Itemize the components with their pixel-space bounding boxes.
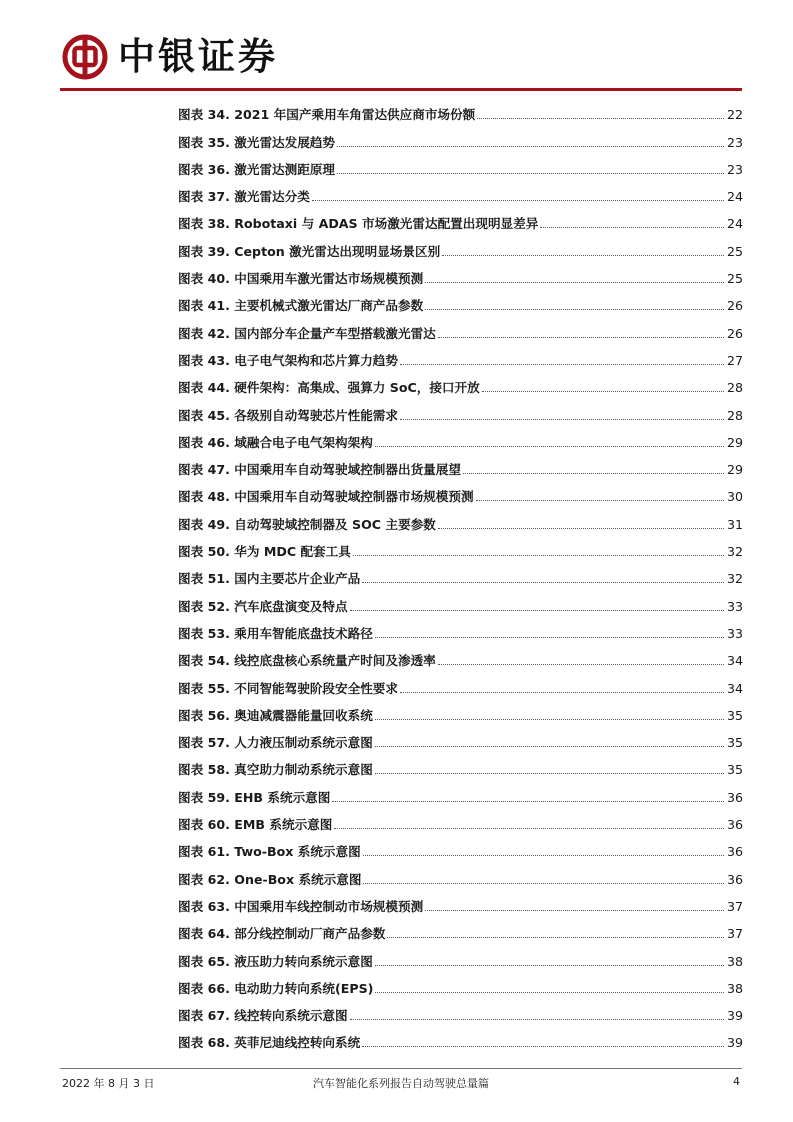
table-of-figures xyxy=(178,96,743,1051)
toc-entry[interactable] xyxy=(178,1024,743,1051)
toc-dot-leader xyxy=(375,746,724,747)
toc-entry-label[interactable]: 图表 59. EHB 系统示意图 xyxy=(178,789,331,805)
toc-entry[interactable] xyxy=(178,669,743,696)
toc-entry[interactable] xyxy=(178,806,743,833)
toc-dot-leader xyxy=(375,637,724,638)
toc-entry-page[interactable]: 38 xyxy=(726,953,743,969)
toc-dot-leader xyxy=(463,473,724,474)
toc-entry-page[interactable]: 37 xyxy=(726,926,743,942)
toc-entry-page[interactable]: 28 xyxy=(726,407,743,423)
toc-entry[interactable] xyxy=(178,396,743,423)
toc-entry-page[interactable]: 33 xyxy=(726,625,743,641)
toc-dot-leader xyxy=(477,118,724,119)
toc-dot-leader xyxy=(400,364,724,365)
brand-name: 中银证券 xyxy=(118,35,278,78)
toc-entry[interactable] xyxy=(178,860,743,887)
toc-entry-label[interactable]: 图表 36. 激光雷达测距原理 xyxy=(178,161,336,177)
toc-entry[interactable] xyxy=(178,424,743,451)
toc-entry[interactable] xyxy=(178,915,743,942)
toc-entry-page[interactable]: 34 xyxy=(726,680,743,696)
toc-entry-label[interactable]: 图表 40. 中国乘用车激光雷达市场规模预测 xyxy=(178,271,424,287)
toc-dot-leader xyxy=(438,337,724,338)
toc-entry-label[interactable]: 图表 66. 电动助力转向系统(EPS) xyxy=(178,980,374,996)
toc-entry[interactable] xyxy=(178,888,743,915)
toc-entry-page[interactable]: 25 xyxy=(726,271,743,287)
toc-entry-label[interactable]: 图表 65. 液压助力转向系统示意图 xyxy=(178,953,373,969)
toc-entry-page[interactable]: 38 xyxy=(726,980,743,996)
toc-dot-leader xyxy=(400,692,724,693)
toc-entry[interactable] xyxy=(178,287,743,314)
toc-dot-leader xyxy=(387,937,724,938)
footer-page-number: 4 xyxy=(733,1075,740,1088)
toc-dot-leader xyxy=(375,719,724,720)
toc-entry[interactable] xyxy=(178,151,743,178)
toc-dot-leader xyxy=(375,773,724,774)
toc-entry-label[interactable]: 图表 49. 自动驾驶域控制器及 SOC 主要参数 xyxy=(178,516,436,532)
toc-dot-leader xyxy=(353,555,724,556)
toc-entry-page[interactable]: 36 xyxy=(726,817,743,833)
toc-entry-label[interactable]: 图表 54. 线控底盘核心系统量产时间及渗透率 xyxy=(178,653,436,669)
toc-entry-page[interactable]: 36 xyxy=(726,844,743,860)
toc-entry-label[interactable]: 图表 34. 2021 年国产乘用车角雷达供应商市场份额 xyxy=(178,107,476,123)
toc-entry[interactable] xyxy=(178,615,743,642)
toc-entry[interactable] xyxy=(178,642,743,669)
toc-entry-label[interactable]: 图表 47. 中国乘用车自动驾驶域控制器出货量展望 xyxy=(178,462,461,478)
toc-entry-page[interactable]: 26 xyxy=(726,298,743,314)
toc-entry-label[interactable]: 图表 45. 各级别自动驾驶芯片性能需求 xyxy=(178,407,398,423)
toc-dot-leader xyxy=(476,500,724,501)
toc-entry-page[interactable]: 29 xyxy=(726,434,743,450)
toc-entry-label[interactable]: 图表 50. 华为 MDC 配套工具 xyxy=(178,544,351,560)
toc-entry-label[interactable]: 图表 44. 硬件架构：高集成、强算力 SoC，接口开放 xyxy=(178,380,480,396)
toc-entry-page[interactable]: 31 xyxy=(726,516,743,532)
toc-entry[interactable] xyxy=(178,369,743,396)
toc-entry-page[interactable]: 32 xyxy=(726,544,743,560)
toc-entry-page[interactable]: 23 xyxy=(726,134,743,150)
toc-entry[interactable] xyxy=(178,751,743,778)
toc-entry-label[interactable]: 图表 68. 英菲尼迪线控转向系统 xyxy=(178,1035,361,1051)
toc-entry-page[interactable]: 34 xyxy=(726,653,743,669)
toc-entry-page[interactable]: 35 xyxy=(726,762,743,778)
toc-dot-leader xyxy=(350,1019,724,1020)
toc-entry[interactable] xyxy=(178,587,743,614)
toc-dot-leader xyxy=(362,1046,724,1047)
toc-entry-label[interactable]: 图表 57. 人力液压制动系统示意图 xyxy=(178,735,373,751)
toc-entry-label[interactable]: 图表 56. 奥迪减震器能量回收系统 xyxy=(178,707,373,723)
toc-entry[interactable] xyxy=(178,833,743,860)
toc-entry[interactable] xyxy=(178,232,743,259)
toc-dot-leader xyxy=(438,664,724,665)
toc-entry-page[interactable]: 37 xyxy=(726,898,743,914)
toc-entry-label[interactable]: 图表 63. 中国乘用车线控制动市场规模预测 xyxy=(178,898,424,914)
toc-dot-leader xyxy=(363,883,724,884)
toc-entry[interactable] xyxy=(178,260,743,287)
toc-entry[interactable] xyxy=(178,178,743,205)
toc-entry-page[interactable]: 29 xyxy=(726,462,743,478)
toc-entry-label[interactable]: 图表 67. 线控转向系统示意图 xyxy=(178,1008,348,1024)
toc-entry-label[interactable]: 图表 41. 主要机械式激光雷达厂商产品参数 xyxy=(178,298,424,314)
toc-entry[interactable] xyxy=(178,697,743,724)
bank-of-china-logo-icon xyxy=(62,34,108,80)
toc-entry-label[interactable]: 图表 38. Robotaxi 与 ADAS 市场激光雷达配置出现明显差异 xyxy=(178,216,539,232)
toc-entry-page[interactable]: 33 xyxy=(726,598,743,614)
toc-entry-label[interactable]: 图表 60. EMB 系统示意图 xyxy=(178,817,333,833)
toc-entry-label[interactable]: 图表 43. 电子电气架构和芯片算力趋势 xyxy=(178,352,398,368)
toc-entry-label[interactable]: 图表 39. Cepton 激光雷达出现明显场景区别 xyxy=(178,243,441,259)
toc-dot-leader xyxy=(442,255,724,256)
toc-entry-page[interactable]: 39 xyxy=(726,1008,743,1024)
toc-entry[interactable] xyxy=(178,533,743,560)
toc-entry-page[interactable]: 26 xyxy=(726,325,743,341)
toc-entry-page[interactable]: 24 xyxy=(726,216,743,232)
toc-entry-page[interactable]: 23 xyxy=(726,161,743,177)
toc-entry[interactable] xyxy=(178,970,743,997)
toc-dot-leader xyxy=(425,910,724,911)
toc-dot-leader xyxy=(540,227,724,228)
toc-dot-leader xyxy=(334,828,724,829)
toc-entry-label[interactable]: 图表 55. 不同智能驾驶阶段安全性要求 xyxy=(178,680,398,696)
toc-entry-page[interactable]: 27 xyxy=(726,352,743,368)
toc-entry-label[interactable]: 图表 53. 乘用车智能底盘技术路径 xyxy=(178,625,373,641)
toc-entry-page[interactable]: 24 xyxy=(726,189,743,205)
toc-entry[interactable] xyxy=(178,478,743,505)
footer-date: 2022 年 8 月 3 日 xyxy=(62,1077,155,1090)
toc-dot-leader xyxy=(425,309,724,310)
toc-dot-leader xyxy=(363,855,724,856)
toc-dot-leader xyxy=(482,391,724,392)
toc-dot-leader xyxy=(350,610,724,611)
footer-divider xyxy=(60,1068,742,1069)
page-header xyxy=(62,26,742,88)
toc-entry-label[interactable]: 图表 42. 国内部分车企量产车型搭载激光雷达 xyxy=(178,325,436,341)
toc-entry-label[interactable]: 图表 58. 真空助力制动系统示意图 xyxy=(178,762,373,778)
toc-entry[interactable] xyxy=(178,205,743,232)
toc-entry-label[interactable]: 图表 37. 激光雷达分类 xyxy=(178,189,310,205)
toc-entry-label[interactable]: 图表 46. 域融合电子电气架构架构 xyxy=(178,434,373,450)
footer-report-title: 汽车智能化系列报告自动驾驶总量篇 xyxy=(313,1077,489,1090)
toc-entry-page[interactable]: 35 xyxy=(726,735,743,751)
header-divider xyxy=(60,88,742,91)
toc-entry-page[interactable]: 30 xyxy=(726,489,743,505)
toc-entry-label[interactable]: 图表 64. 部分线控制动厂商产品参数 xyxy=(178,926,386,942)
toc-entry[interactable] xyxy=(178,505,743,532)
toc-dot-leader xyxy=(438,528,724,529)
toc-entry-page[interactable]: 22 xyxy=(726,107,743,123)
toc-entry-page[interactable]: 39 xyxy=(726,1035,743,1051)
toc-entry[interactable] xyxy=(178,778,743,805)
toc-entry-page[interactable]: 35 xyxy=(726,707,743,723)
toc-entry[interactable] xyxy=(178,96,743,123)
toc-dot-leader xyxy=(312,200,724,201)
toc-dot-leader xyxy=(337,146,724,147)
toc-entry[interactable] xyxy=(178,123,743,150)
toc-dot-leader xyxy=(375,446,724,447)
toc-dot-leader xyxy=(362,582,724,583)
toc-entry-label[interactable]: 图表 48. 中国乘用车自动驾驶域控制器市场规模预测 xyxy=(178,489,474,505)
toc-entry[interactable] xyxy=(178,560,743,587)
toc-entry[interactable] xyxy=(178,942,743,969)
toc-entry-label[interactable]: 图表 61. Two-Box 系统示意图 xyxy=(178,844,361,860)
toc-entry-label[interactable]: 图表 51. 国内主要芯片企业产品 xyxy=(178,571,361,587)
toc-dot-leader xyxy=(425,282,724,283)
toc-dot-leader xyxy=(332,801,724,802)
toc-entry-page[interactable]: 28 xyxy=(726,380,743,396)
toc-dot-leader xyxy=(375,965,724,966)
toc-entry-page[interactable]: 32 xyxy=(726,571,743,587)
toc-entry[interactable] xyxy=(178,342,743,369)
toc-entry-page[interactable]: 36 xyxy=(726,789,743,805)
toc-entry[interactable] xyxy=(178,997,743,1024)
toc-entry-label[interactable]: 图表 62. One-Box 系统示意图 xyxy=(178,871,362,887)
toc-dot-leader xyxy=(337,173,724,174)
toc-entry[interactable] xyxy=(178,724,743,751)
toc-entry[interactable] xyxy=(178,314,743,341)
toc-entry-page[interactable]: 36 xyxy=(726,871,743,887)
toc-entry[interactable] xyxy=(178,451,743,478)
toc-dot-leader xyxy=(375,992,724,993)
toc-entry-label[interactable]: 图表 35. 激光雷达发展趋势 xyxy=(178,134,336,150)
toc-entry-label[interactable]: 图表 52. 汽车底盘演变及特点 xyxy=(178,598,348,614)
toc-dot-leader xyxy=(400,419,724,420)
toc-entry-page[interactable]: 25 xyxy=(726,243,743,259)
